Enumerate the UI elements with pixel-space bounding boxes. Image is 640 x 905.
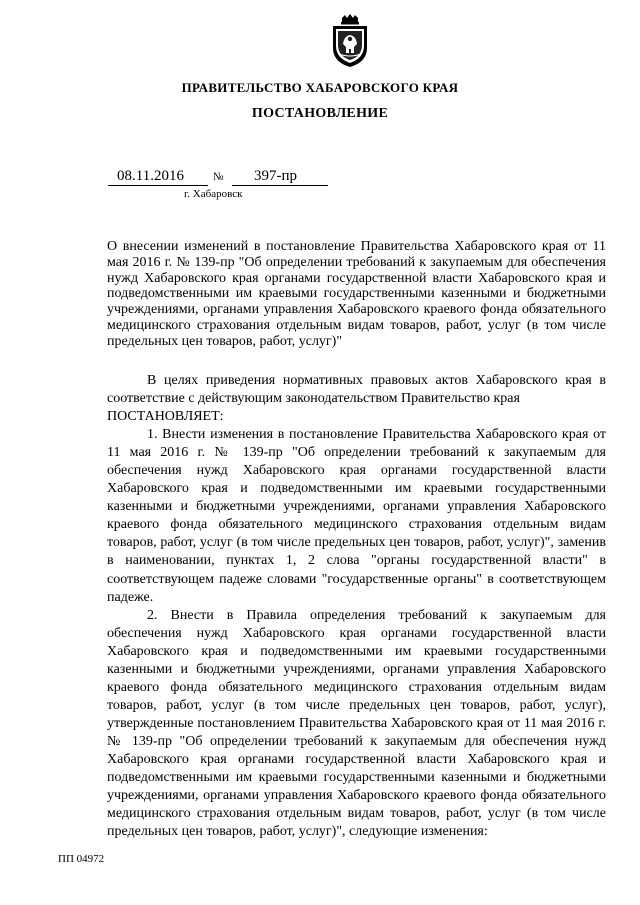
document-date-field xyxy=(108,168,208,186)
document-date: 08.11.2016 xyxy=(117,168,184,184)
document-city: г. Хабаровск xyxy=(184,188,243,200)
preamble-paragraph: В целях приведения нормативных правовых актов Хабаровского края в соответствие с действующим законодательством Правительство края xyxy=(107,373,606,407)
document-number: 397-пр xyxy=(254,168,298,184)
government-title: ПРАВИТЕЛЬСТВО ХАБАРОВСКОГО КРАЯ xyxy=(181,80,459,95)
document-type: ПОСТАНОВЛЕНИЕ xyxy=(251,106,389,121)
document-number-field xyxy=(232,168,328,186)
item-2-paragraph: 2. Внести в Правила определения требований к закупаемым для обеспечения нужд Хабаровского края органами государственной власти Хабаровского края и подведомственными им краевыми государственными казенными и бюджетными учреждениями, органами управления Хабаровского краевого фонда обязательного медицинского страхования отдельным видам товаров, работ, услуг (в том числе предельных цен товаров, работ, услуг), утвержденные постановлением Правительства Хабаровского края от 11 мая 2016 г. № 139-пр "Об определении требований к закупаемым для обеспечения нужд Хабаровского края органами государственной власти Хабаровского края и подведомственными им краевыми государственными казенными и бюджетными учреждениями, органами управления Хабаровского краевого фонда обязательного медицинского страхования отдельным видам товаров, работ, услуг (в том числе предельных цен товаров, работ, услуг)", следующие изменения: xyxy=(107,607,606,840)
footer-document-code: ПП 04972 xyxy=(58,853,105,865)
document-subject: О внесении изменений в постановление Правительства Хабаровского края от 11 мая 2016 г. № 139-пр "Об определении требований к закупаемым для обеспечения нужд Хабаровского края органами государственной власти Хабаровского края и подведомственными им краевыми государственными казенными и бюджетными учреждениями, органами управления Хабаровского краевого фонда обязательного медицинского страхования отдельным видам товаров, работ, услуг (в том числе предельных цен товаров, работ, услуг)" xyxy=(107,239,606,349)
document-body xyxy=(107,372,606,841)
item-1-paragraph: 1. Внести изменения в постановление Правительства Хабаровского края от 11 мая 2016 г. № 139-пр "Об определении требований к закупаемым для обеспечения нужд Хабаровского края органами государственной власти Хабаровского края и подведомственными им краевыми государственными казенными и бюджетными учреждениями, органами управления Хабаровского краевого фонда обязательного медицинского страхования отдельным видам товаров, работ, услуг (в том числе предельных цен товаров, работ, услуг)", заменив в наименовании, пунктах 1, 2 слова "органы государственной власти" в соответствующем падеже словами "государственные органы" в соответствующем падеже. xyxy=(107,427,606,605)
decree-word: ПОСТАНОВЛЯЕТ: xyxy=(107,409,224,425)
number-sign: № xyxy=(213,171,224,183)
coat-of-arms-icon xyxy=(330,14,370,68)
